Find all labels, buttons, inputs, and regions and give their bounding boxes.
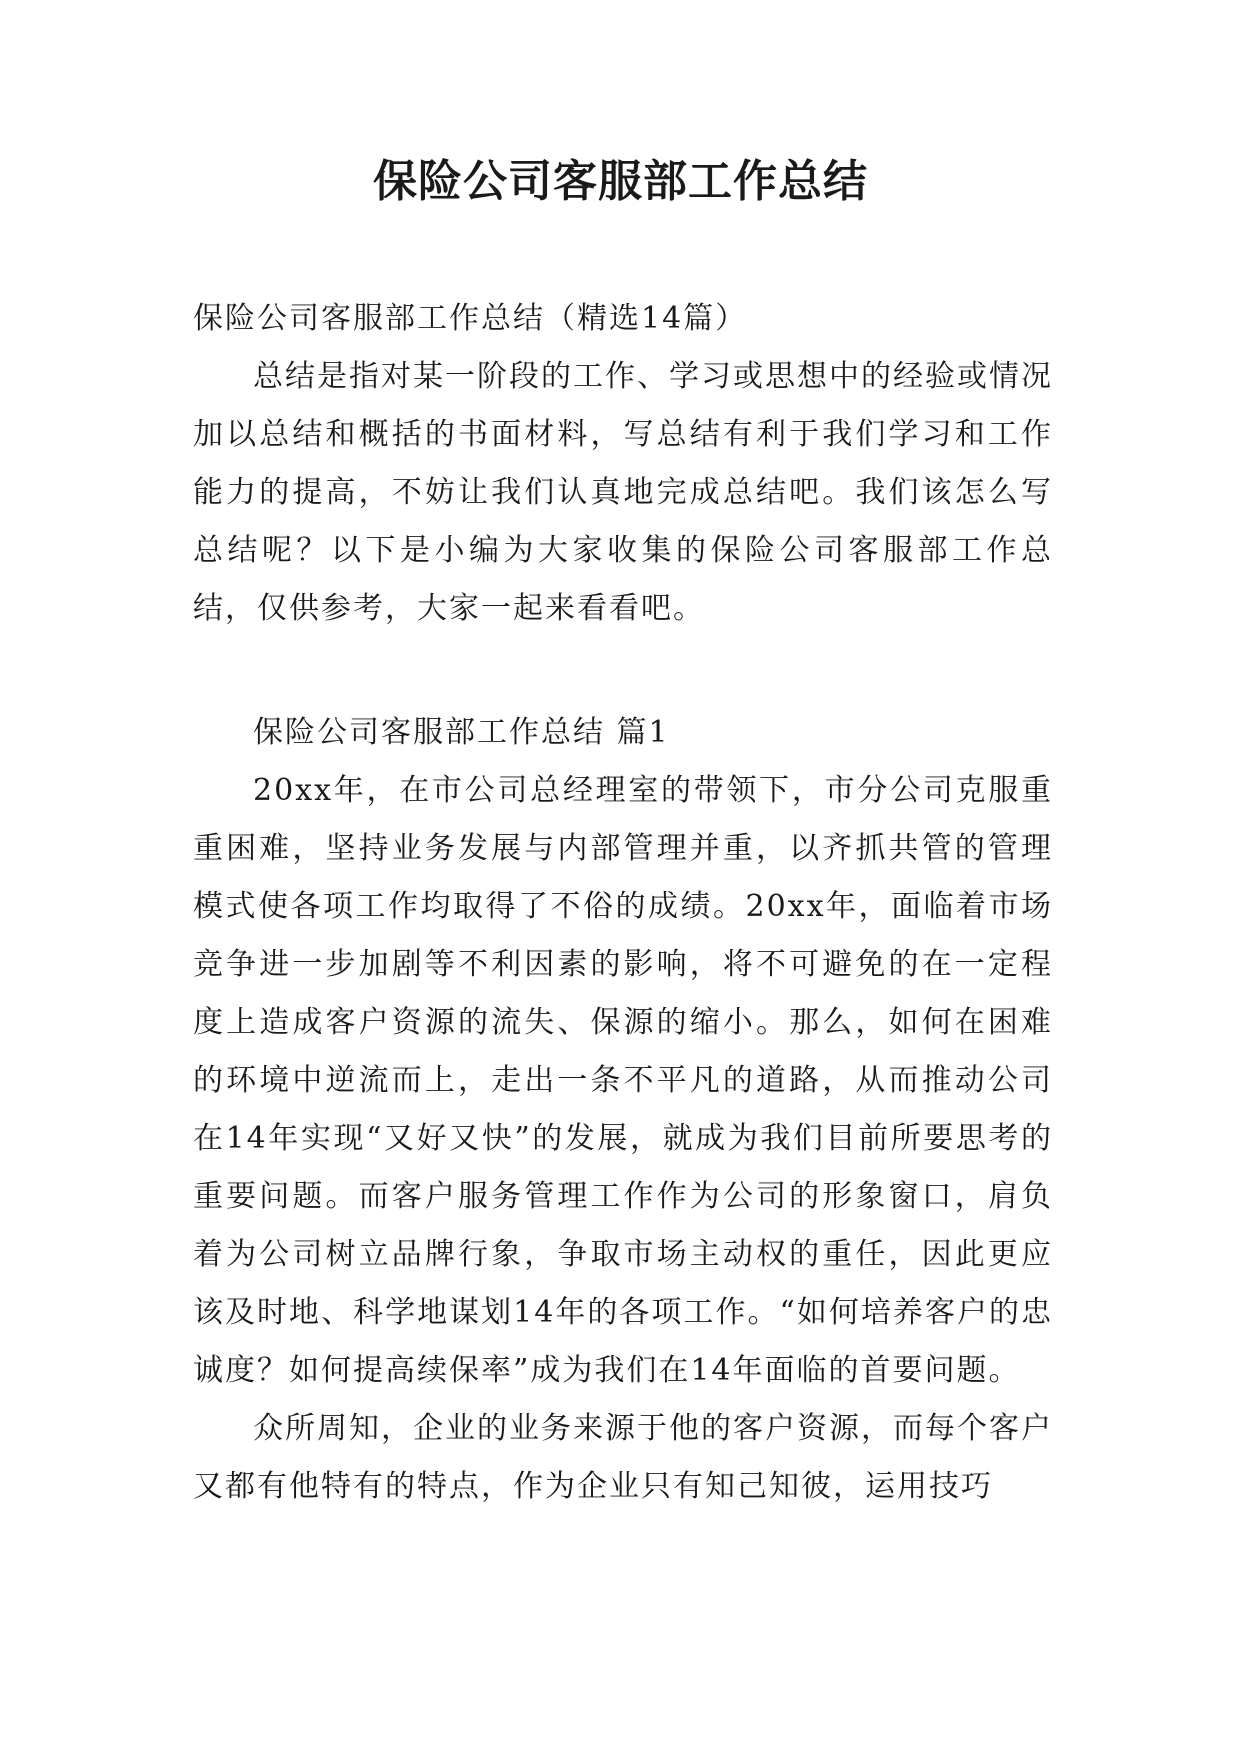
paragraph-spacer bbox=[193, 638, 1053, 696]
document-body bbox=[193, 290, 1053, 1516]
body-paragraph-2: 众所周知，企业的业务来源于他的客户资源，而每个客户又都有他特有的特点，作为企业只有知己知彼，运用技巧 bbox=[193, 1411, 1053, 1504]
body-paragraph-1: 20xx年，在市公司总经理室的带领下，市分公司克服重重困难，坚持业务发展与内部管理并重，以齐抓共管的管理模式使各项工作均取得了不俗的成绩。20xx年，面临着市场竞争进一步加剧等不利因素的影响，将不可避免的在一定程度上造成客户资源的流失、保源的缩小。那么，如何在困难的环境中逆流而上，走出一条不平凡的道路，从而推动公司在14年实现“又好又快”的发展，就成为我们目前所要思考的重要问题。而客户服务管理工作作为公司的形象窗口，肩负着为公司树立品牌行象，争取市场主动权的重任，因此更应该及时地、科学地谋划14年的各项工作。“如何培养客户的忠诚度？如何提高续保率”成为我们在14年面临的首要问题。 bbox=[193, 773, 1053, 1388]
section-heading: 保险公司客服部工作总结 篇1 bbox=[253, 715, 670, 750]
document-title: 保险公司客服部工作总结 bbox=[373, 156, 868, 207]
document-subtitle: 保险公司客服部工作总结（精选14篇） bbox=[193, 301, 748, 336]
intro-paragraph: 总结是指对某一阶段的工作、学习或思想中的经验或情况加以总结和概括的书面材料，写总结有利于我们学习和工作能力的提高，不妨让我们认真地完成总结吧。我们该怎么写总结呢？以下是小编为大家收集的保险公司客服部工作总结，仅供参考，大家一起来看看吧。 bbox=[193, 359, 1053, 626]
